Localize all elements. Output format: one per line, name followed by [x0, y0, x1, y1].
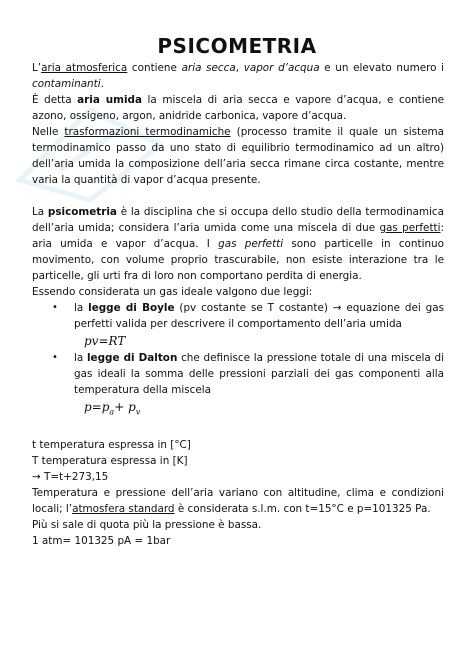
paragraph-aria-atmosferica — [32, 60, 444, 92]
paragraph-atmosfera-standard — [32, 485, 444, 517]
term-trasformazioni-termodinamiche: trasformazioni termodinamiche — [64, 126, 231, 138]
law-description-boyle: (pv costante se T costante) → equazione dei gas perfetti valida per descrivere il comportamento dell’aria umida — [74, 302, 444, 330]
term-aria-secca: aria secca — [181, 62, 236, 74]
text: la — [74, 302, 89, 314]
list-item-dalton — [52, 350, 444, 421]
formula-part: + p — [114, 400, 136, 414]
text: la miscela di aria secca e vapore d’acqua, e contiene azono, ossigeno, argon, anidride carbonica, vapore d’acqua. — [32, 94, 444, 122]
text: . — [100, 78, 104, 90]
term-gas-perfetti: gas perfetti — [379, 222, 441, 234]
formula-part: p=p — [84, 400, 110, 414]
law-name-dalton: legge di Dalton — [87, 352, 178, 364]
text: (processo tramite il quale un sistema termodinamico passo da uno stato di equilibrio termodinamico ad un altro) dell’aria umida la composizione dell’aria secca rimane circa costante, mentre varia la quantità di vapor d’acqua presente. — [32, 126, 444, 186]
line-temperatura-kelvin: T temperatura espressa in [K] — [32, 455, 188, 468]
text: sono particelle in continuo movimento, con volume proprio trascurabile, non esiste interazione tra le particelle, gli urti fra di loro non comportano perdita di energia. — [32, 238, 444, 282]
list-item-boyle — [52, 300, 444, 350]
text: È detta — [32, 94, 78, 106]
document-title: PSICOMETRIA — [157, 34, 317, 58]
text: e un elevato numero i — [319, 62, 445, 74]
text: La — [32, 206, 48, 218]
text: L’ — [32, 62, 42, 74]
document-body — [32, 60, 444, 549]
paragraph-aria-umida — [32, 92, 444, 124]
line-atm: 1 atm= 101325 pA = 1bar — [32, 535, 171, 548]
line-temperatura-celsius: t temperatura espressa in [°C] — [32, 439, 191, 452]
bullet-icon: • — [52, 352, 58, 363]
formula-subscript: v — [135, 407, 141, 417]
text: Temperatura e pressione dell’aria variano con altitudine, clima e condizioni locali; l’ — [32, 487, 444, 516]
text: è la disciplina che si occupa dello studio della termodinamica dell’aria umida; considera l’aria umida come una miscela di due — [32, 206, 444, 234]
text: è considerata s.l.m. con t=15°C e p=101325 Pa. — [174, 503, 431, 516]
formula-dalton — [74, 398, 444, 421]
line-quota: Più si sale di quota più la pressione è bassa. — [32, 519, 262, 532]
term-atmosfera-standard: atmosfera standard — [72, 503, 175, 516]
line-conversione: → T=t+273,15 — [32, 471, 109, 484]
paragraph-trasformazioni — [32, 124, 444, 188]
paragraph-leggi-intro: Essendo considerata un gas ideale valgono due leggi: — [32, 286, 313, 298]
law-description-dalton: che definisce la pressione totale di una miscela di gas ideali la somma delle pressioni parziali dei gas componenti alla temperatura della miscela — [74, 352, 444, 396]
formula-boyle: pv=RT — [84, 334, 126, 348]
text: la — [74, 352, 87, 364]
formula-subscript: a — [109, 407, 115, 417]
text: , — [235, 62, 244, 74]
law-name-boyle: legge di Boyle — [88, 302, 175, 314]
spacer — [32, 421, 444, 437]
paragraph-psicometria — [32, 204, 444, 284]
term-gas-perfetti-italic: gas perfetti — [218, 238, 284, 250]
term-psicometria: psicometria — [47, 206, 117, 218]
spacer — [32, 188, 444, 204]
term-aria-umida: aria umida — [77, 94, 142, 106]
bullet-icon: • — [52, 302, 58, 313]
text: : aria umida e vapor d’acqua. I — [32, 222, 444, 250]
text: contiene — [127, 62, 182, 74]
text: Nelle — [32, 126, 65, 138]
term-vapor-acqua: vapor d’acqua — [243, 62, 320, 74]
laws-list — [32, 300, 444, 421]
term-contaminanti: contaminanti — [32, 78, 101, 90]
term-aria-atmosferica: aria atmosferica — [41, 62, 128, 74]
